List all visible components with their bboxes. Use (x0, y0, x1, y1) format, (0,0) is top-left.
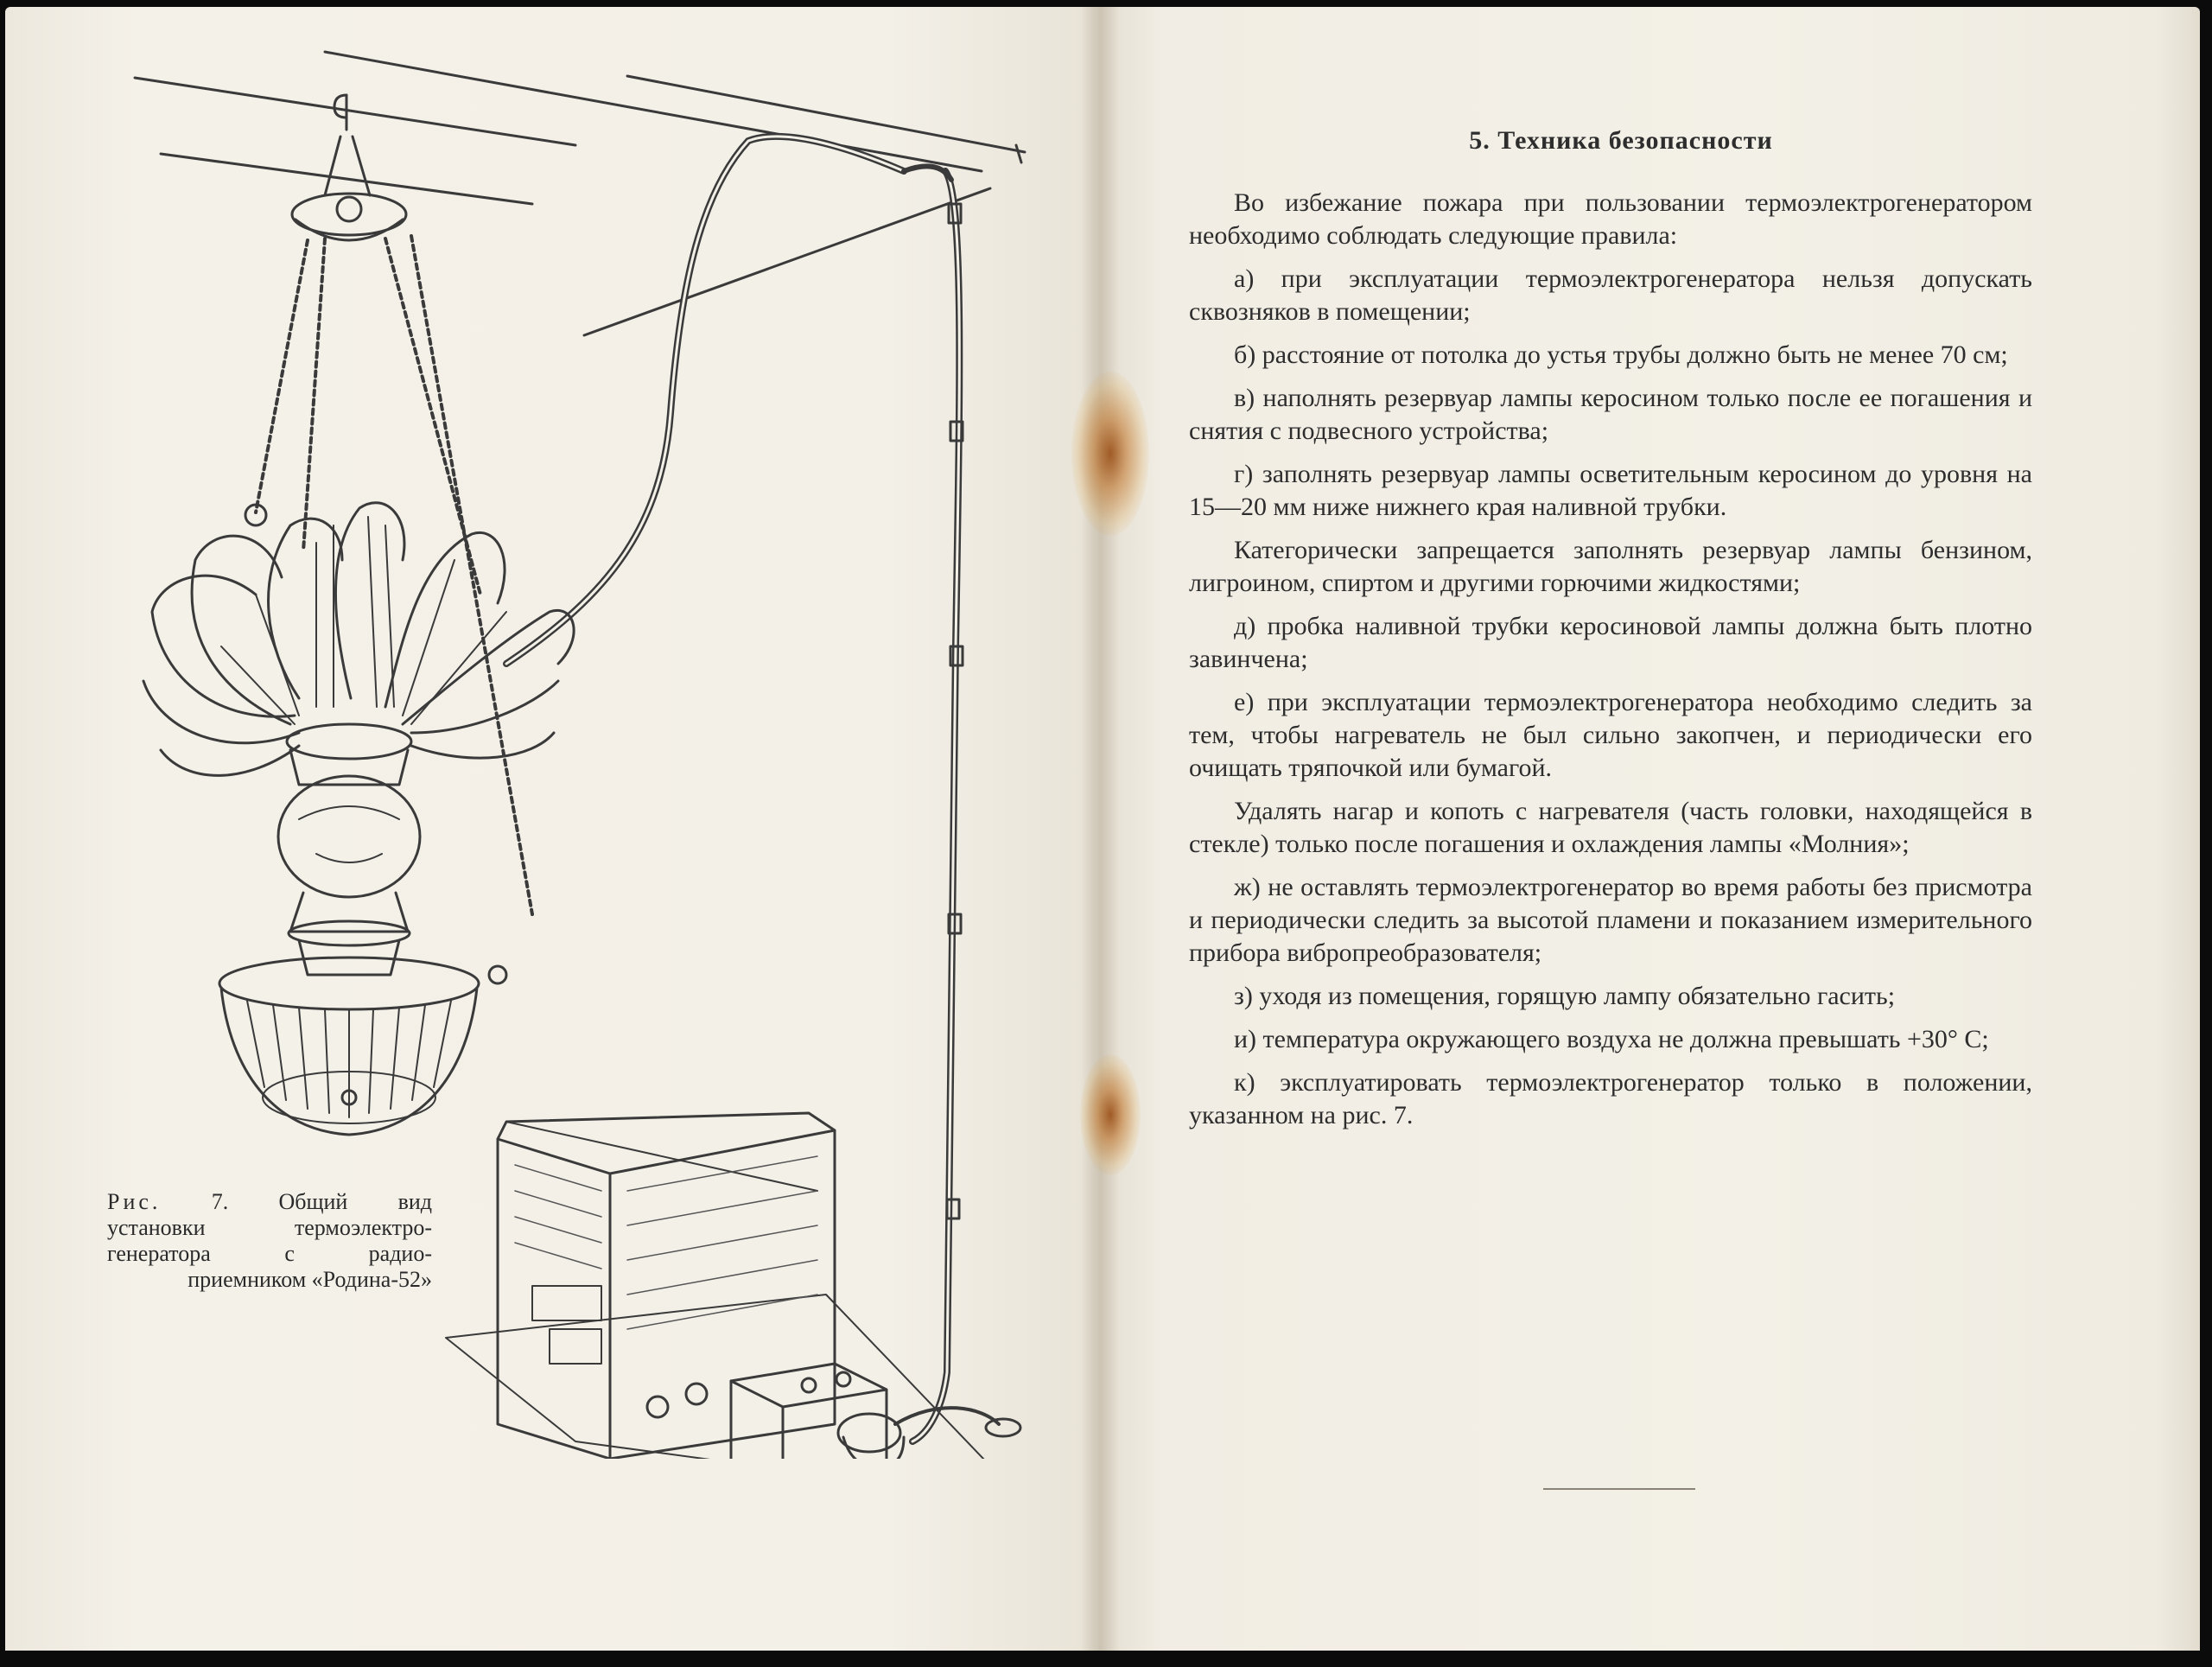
lamp-reservoir (219, 958, 479, 1009)
battery-box (731, 1364, 887, 1459)
ceiling-line (325, 52, 982, 171)
rule-z: з) уходя из помещения, горящую лампу обязательно гасить; (1234, 982, 1896, 1010)
generator-fins (143, 503, 574, 776)
ceiling-line (584, 188, 990, 335)
burn-mark (1071, 372, 1149, 536)
chain (303, 239, 325, 551)
caption-line-1: Общий вид (278, 1189, 432, 1214)
caption-number: 7. (211, 1189, 229, 1214)
lamp-globe (278, 776, 420, 897)
left-page (5, 7, 1104, 1651)
caption-prefix: Рис. (107, 1189, 162, 1214)
caption-line-3: генератора с радио- (107, 1241, 432, 1266)
warning-paragraph: Категорически запрещается заполнять резервуар лампы бензином, лигроином, спиртом и другими горючими жидкостями; (1189, 536, 2032, 597)
burn-mark (1080, 1054, 1141, 1175)
ceiling-line (135, 78, 575, 145)
rule-d: д) пробка наливной трубки керосиновой лампы должна быть плотно завинчена; (1189, 612, 2032, 673)
rule-e: е) при эксплуатации термоэлектрогенератора необходимо следить за тем, чтобы нагреватель не был сильно закопчен, и периодически его очищать тряпочкой или бумагой. (1189, 688, 2032, 782)
paragraph-intro: Во избежание пожара при пользовании термоэлектрогенератором необходимо соблюдать следующие правила: (1189, 188, 2032, 250)
book-fold (1080, 7, 1120, 1651)
ceiling-hook (334, 95, 346, 118)
rule-v: в) наполнять резервуар лампы керосином только после ее погашения и снятия с подвесного устройства; (1189, 384, 2032, 445)
rule-zh: ж) не оставлять термоэлектрогенератор во время работы без присмотра и периодически следить за высотой пламени и показанием измерительного прибора вибропреобразователя; (1189, 873, 2032, 967)
rule-b: б) расстояние от потолка до устья трубы должно быть не менее 70 см; (1234, 340, 2008, 369)
caption-line-2: установки термоэлектро- (107, 1215, 432, 1240)
rule-a: а) при эксплуатации термоэлектрогенератора нельзя допускать сквозняков в помещении; (1189, 264, 2032, 326)
rule-g: г) заполнять резервуар лампы осветительным керосином до уровня на 15—20 мм ниже нижнего края наливной трубки. (1189, 460, 2032, 521)
caption-line-4: приемником «Родина-52» (188, 1267, 432, 1292)
rule-k: к) эксплуатировать термоэлектрогенератор только в положении, указанном на рис. 7. (1189, 1068, 2032, 1129)
chain (256, 240, 308, 512)
meter-plug (838, 1408, 1020, 1459)
cable (912, 171, 959, 1441)
end-rule (1543, 1488, 1695, 1490)
section-title: 5. Техника безопасности (1469, 126, 1773, 155)
cleaning-paragraph: Удалять нагар и копоть с нагревателя (часть головки, находящейся в стекле) только после погашения и охлаждения лампы «Молния»; (1189, 797, 2032, 858)
safety-section (1189, 124, 2032, 1142)
figure-caption (107, 1189, 432, 1293)
rule-i: и) температура окружающего воздуха не должна превышать +30° С; (1234, 1025, 1989, 1053)
